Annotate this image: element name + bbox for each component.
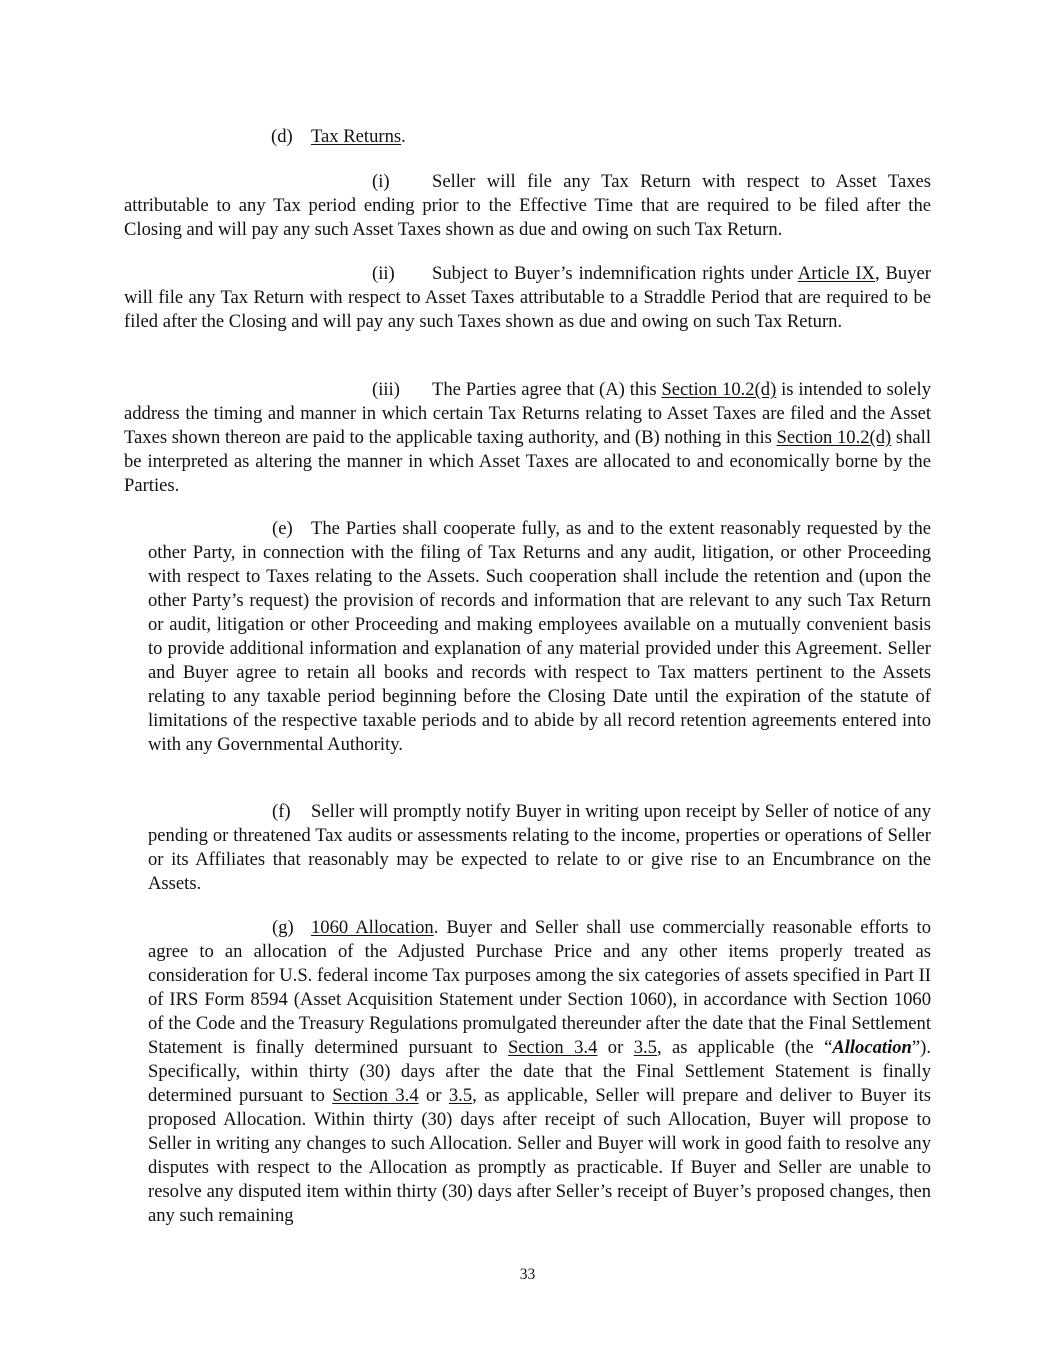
allocation-defined-term: Allocation — [832, 1037, 912, 1058]
item-text: The Parties agree that (A) this — [432, 379, 662, 400]
item-label: (iii) — [372, 379, 400, 400]
section-3-5-reference: 3.5 — [448, 1085, 473, 1106]
section-d-title: Tax Returns — [311, 126, 402, 147]
item-text: Subject to Buyer’s indemnification rights under — [432, 263, 798, 284]
page-number: 33 — [519, 1266, 536, 1283]
section-d-heading — [271, 125, 406, 149]
section-f — [148, 800, 931, 896]
section-g-text: ”). Specifically, within thirty (30) days after the date that the Final Settlement Statement is finally determined pursuant to — [148, 1037, 931, 1106]
section-f-text: Seller will promptly notify Buyer in writing upon receipt by Seller of notice of any pending or threatened Tax audits or assessments relating to the income, properties or operations of Seller or its Affiliates that reasonably may be expected to relate to or give rise to an Encumbrance on the Assets. — [148, 801, 931, 894]
section-g-text: or — [597, 1037, 634, 1058]
section-e-label: (e) — [272, 518, 293, 539]
section-d-item-ii — [124, 262, 931, 334]
section-e — [148, 517, 931, 757]
section-g-text: , as applicable, Seller will prepare and deliver to Buyer its proposed Allocation. Within thirty (30) days after receipt of such Allocation, Buyer will propose to Seller in writing any changes to such Allocation. Seller and Buyer will work in good faith to resolve any disputes with respect to the Allocation as promptly as practicable. If Buyer and Seller are unable to resolve any disputed item within thirty (30) days after Seller’s receipt of Buyer’s proposed changes, then any such remaining — [148, 1085, 931, 1226]
item-text: shall be interpreted as altering the manner in which Asset Taxes are allocated to and economically borne by the Parties. — [124, 427, 932, 496]
item-label: (i) — [372, 171, 390, 192]
section-g-text: . Buyer and Seller shall use commercially reasonable efforts to agree to an allocation of the Adjusted Purchase Price and any other items properly treated as consideration for U.S. federal income Tax purposes among the six categories of assets specified in Part II of IRS Form 8594 (Asset Acquisition Statement under Section 1060), in accordance with Section 1060 of the Code and the Treasury Regulations promulgated thereunder after the date that the Final Settlement Statement is finally determined pursuant to — [148, 917, 931, 1058]
section-10-2d-reference: Section 10.2(d) — [776, 427, 892, 448]
item-label: (ii) — [372, 263, 395, 284]
section-f-label: (f) — [272, 801, 291, 822]
section-d-label: (d) — [271, 126, 293, 147]
section-10-2d-reference: Section 10.2(d) — [661, 379, 777, 400]
section-g-label: (g) — [272, 917, 294, 938]
section-d-item-i — [124, 170, 931, 242]
item-text: Seller will file any Tax Return with respect to Asset Taxes attributable to any Tax period ending prior to the Effective Time that are required to be filed after the Closing and will pay any such Asset Taxes shown as due and owing on such Tax Return. — [124, 171, 931, 240]
section-e-text: The Parties shall cooperate fully, as and to the extent reasonably requested by the other Party, in connection with the filing of Tax Returns and any audit, litigation, or other Proceeding with respect to Taxes relating to the Assets. Such cooperation shall include the retention and (upon the other Party’s request) the provision of records and information that are relevant to any such Tax Return or audit, litigation or other Proceeding and making employees available on a mutually convenient basis to provide additional information and explanation of any material provided under this Agreement. Seller and Buyer agree to retain all books and records with respect to Tax matters pertinent to the Assets relating to any taxable period beginning before the Closing Date until the expiration of the statute of limitations of the respective taxable periods and to abide by all record retention agreements entered into with any Governmental Authority. — [148, 518, 931, 755]
article-ix-reference: Article IX — [797, 263, 875, 284]
item-text: is intended to solely address the timing and manner in which certain Tax Returns relating to Asset Taxes are filed and the Asset Taxes shown thereon are paid to the applicable taxing authority, and (B) nothing in this — [124, 379, 931, 448]
section-3-5-reference: 3.5 — [633, 1037, 657, 1058]
section-g-title: 1060 Allocation — [311, 917, 434, 938]
item-text: , Buyer will file any Tax Return with respect to Asset Taxes attributable to a Straddle Period that are required to be filed after the Closing and will pay any such Taxes shown as due and owing on such Tax Return. — [124, 263, 931, 332]
section-d-title-suffix: . — [401, 126, 406, 147]
section-d-item-iii — [124, 378, 931, 498]
section-g-text: , as applicable (the “ — [656, 1037, 833, 1058]
section-3-4-reference: Section 3.4 — [332, 1085, 419, 1106]
section-g-text: or — [418, 1085, 449, 1106]
section-g — [148, 916, 931, 1228]
section-3-4-reference: Section 3.4 — [507, 1037, 598, 1058]
